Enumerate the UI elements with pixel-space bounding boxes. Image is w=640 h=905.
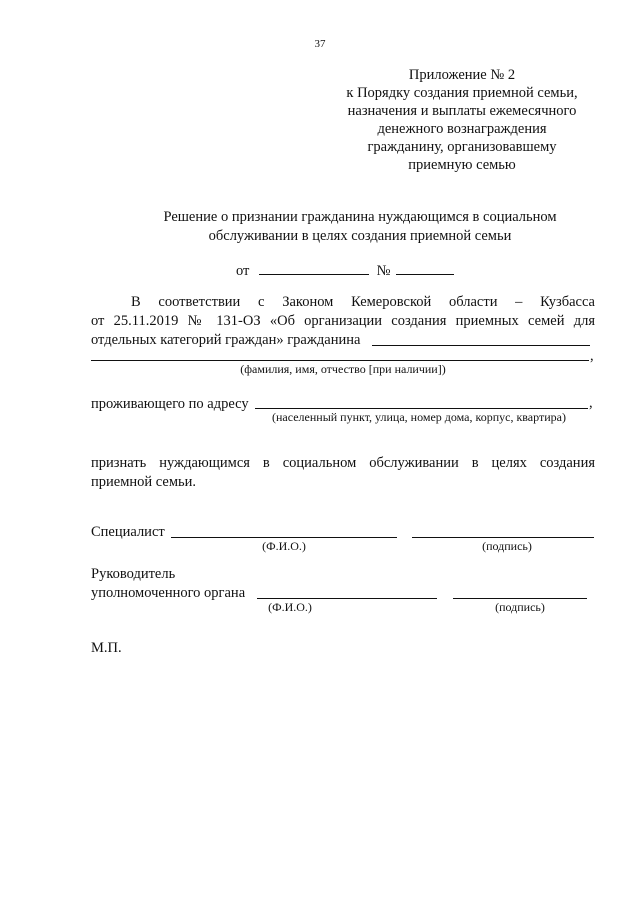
stamp-label: М.П. — [91, 640, 122, 656]
appendix-line: приемную семью — [408, 157, 516, 173]
document-title — [100, 208, 620, 246]
head-signature-field[interactable] — [453, 598, 587, 599]
address-label: проживающего по адресу — [91, 396, 249, 412]
citizen-name-field-continued[interactable] — [91, 360, 589, 361]
head-fio-field[interactable] — [257, 598, 437, 599]
address-caption: (населенный пункт, улица, номер дома, корпус, квартира) — [272, 410, 566, 424]
appendix-line: гражданину, организовавшему — [367, 139, 557, 155]
paragraph-line: отдельных категорий граждан» гражданина — [91, 332, 361, 348]
head-fio-caption: (Ф.И.О.) — [268, 600, 312, 614]
appendix-heading — [330, 66, 594, 174]
page-number: 37 — [314, 38, 326, 50]
head-label: уполномоченного органа — [91, 585, 246, 601]
decision-line: приемной семьи. — [91, 474, 196, 490]
comma: , — [590, 348, 594, 364]
paragraph-line: В соответствии с Законом Кемеровской области – Кузбасса — [131, 294, 595, 310]
specialist-signature-field[interactable] — [412, 537, 594, 538]
paragraph-line: от 25.11.2019 № 131-ОЗ «Об организации создания приемных семей для — [91, 313, 595, 329]
citizen-name-field[interactable] — [372, 345, 590, 346]
number-field[interactable] — [396, 260, 454, 275]
specialist-fio-field[interactable] — [171, 537, 397, 538]
appendix-line: Приложение № 2 — [408, 67, 516, 83]
appendix-line: назначения и выплаты ежемесячного — [347, 103, 577, 119]
decision-line: признать нуждающимся в социальном обслуживании в целях создания — [91, 455, 595, 471]
date-field[interactable] — [259, 260, 369, 275]
specialist-fio-caption: (Ф.И.О.) — [262, 539, 306, 553]
date-label: от — [236, 263, 250, 279]
appendix-line: денежного вознаграждения — [377, 121, 547, 137]
specialist-label: Специалист — [91, 524, 165, 540]
head-label: Руководитель — [91, 566, 176, 582]
date-number-line — [236, 260, 454, 280]
address-field[interactable] — [255, 408, 588, 409]
appendix-line: к Порядку создания приемной семьи, — [346, 85, 578, 101]
title-line: обслуживании в целях создания приемной семьи — [208, 228, 512, 244]
title-line: Решение о признании гражданина нуждающимся в социальном — [163, 209, 557, 225]
number-label: № — [376, 263, 391, 279]
specialist-signature-caption: (подпись) — [482, 539, 532, 553]
name-caption: (фамилия, имя, отчество [при наличии]) — [240, 362, 446, 376]
head-signature-caption: (подпись) — [495, 600, 545, 614]
comma: , — [589, 395, 593, 411]
